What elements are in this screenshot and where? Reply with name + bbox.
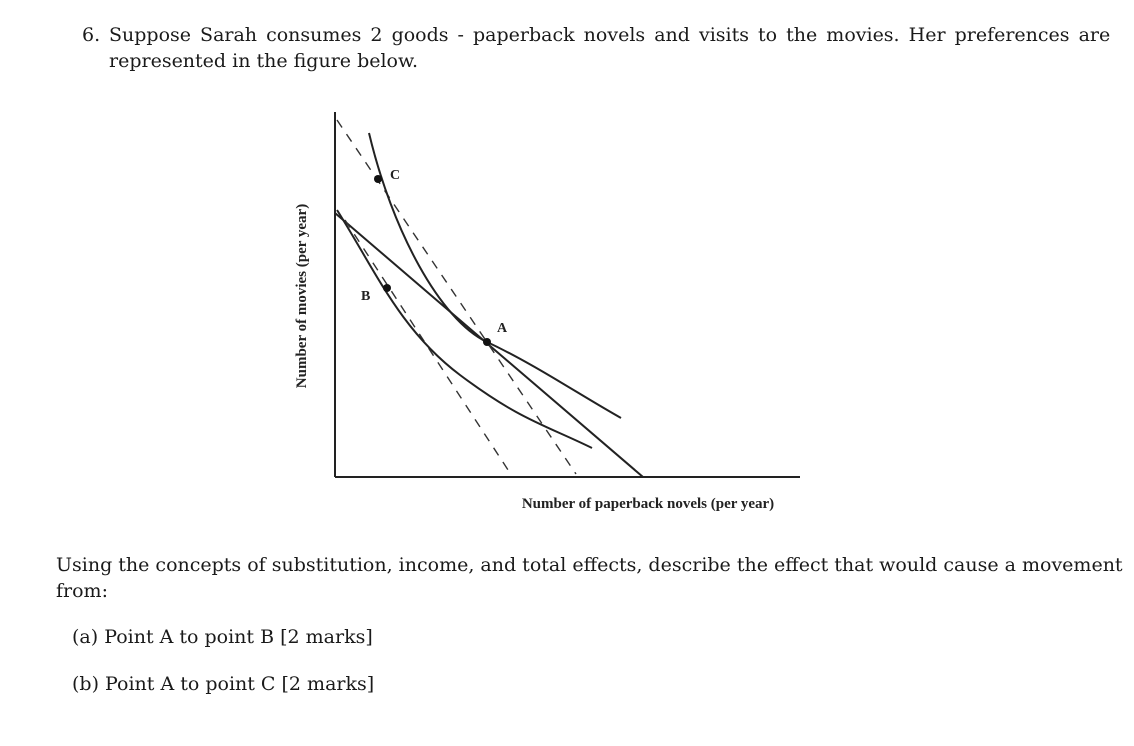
instruction-line1: Using the concepts of substitution, income, and total effects, describe the effect that would cause a movement [56, 554, 1123, 576]
instruction-line2: from: [56, 580, 108, 602]
point-c-marker [374, 175, 382, 183]
question-text-line2: represented in the figure below. [109, 50, 419, 72]
question-text-line1: Suppose Sarah consumes 2 goods - paperback novels and visits to the movies. Her preferences are [109, 24, 1111, 46]
question-number: 6. [82, 24, 101, 46]
point-a-marker [483, 338, 491, 346]
point-a-label: A [497, 321, 508, 336]
point-b-label: B [361, 289, 371, 304]
budget-line-dashed-through-c [337, 120, 576, 474]
x-axis-title: Number of paperback novels (per year) [521, 496, 775, 512]
part-a: (a) Point A to point B [2 marks] [72, 626, 373, 648]
point-b-marker [383, 284, 391, 292]
part-b: (b) Point A to point C [2 marks] [72, 673, 375, 695]
y-axis-title: Number of movies (per year) [294, 203, 310, 389]
point-c-label: C [390, 168, 401, 183]
indifference-curve-lower [337, 210, 592, 448]
